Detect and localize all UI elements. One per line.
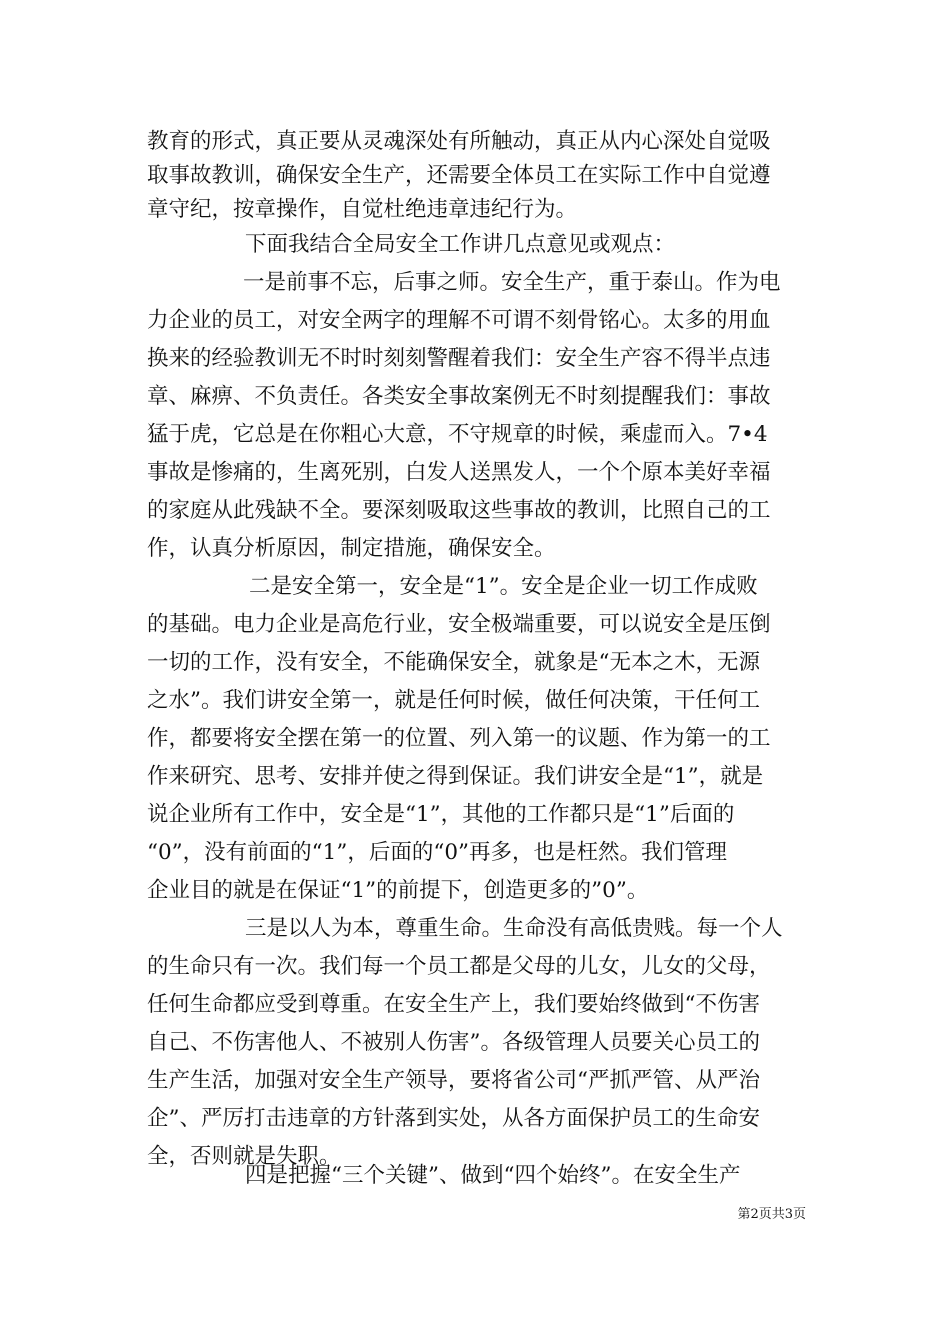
text-line: 作，都要将安全摆在第一的位置、列入第一的议题、作为第一的工: [147, 726, 771, 751]
text-line: 下面我结合全局安全工作讲几点意见或观点：: [245, 232, 676, 257]
text-line: 的生命只有一次。我们每一个员工都是父母的儿女，儿女的父母，: [147, 954, 771, 979]
text-line: “0”，没有前面的“1”，后面的“0”再多，也是枉然。我们管理: [147, 840, 727, 865]
text-line: 力企业的员工，对安全两字的理解不可谓不刻骨铭心。太多的用血: [147, 308, 771, 333]
text-line: 换来的经验教训无不时时刻刻警醒着我们：安全生产容不得半点违: [147, 346, 771, 371]
text-line: 二是安全第一，安全是“1”。安全是企业一切工作成败: [249, 574, 758, 599]
text-line: 四是把握“三个关键”、做到“四个始终”。在安全生产: [245, 1163, 741, 1188]
text-line: 作，认真分析原因，制定措施，确保安全。: [147, 536, 556, 561]
text-line: 企”、严厉打击违章的方针落到实处，从各方面保护员工的生命安: [147, 1106, 760, 1131]
text-line: 自己、不伤害他人、不被别人伤害”。各级管理人员要关心员工的: [147, 1030, 760, 1055]
text-line: 取事故教训，确保安全生产，还需要全体员工在实际工作中自觉遵: [147, 163, 771, 188]
text-line: 全，否则就是失职。: [147, 1144, 341, 1169]
text-line: 作来研究、思考、安排并使之得到保证。我们讲安全是“1”，就是: [147, 764, 764, 789]
text-line: 猛于虎，它总是在你粗心大意，不守规章的时候，乘虚而入。7•4: [147, 422, 768, 447]
text-line: 事故是惨痛的，生离死别，白发人送黑发人，一个个原本美好幸福: [147, 460, 771, 485]
text-line: 的家庭从此残缺不全。要深刻吸取这些事故的教训，比照自己的工: [147, 498, 771, 523]
text-line: 章守纪，按章操作，自觉杜绝违章违纪行为。: [147, 197, 578, 222]
text-line: 一切的工作，没有安全，不能确保安全，就象是“无本之木，无源: [147, 650, 760, 675]
text-line: 任何生命都应受到尊重。在安全生产上，我们要始终做到“不伤害: [147, 992, 760, 1017]
text-line: 企业目的就是在保证“1”的前提下，创造更多的”0”。: [147, 878, 649, 903]
page-number-footer: 第2页共3页: [737, 1207, 806, 1222]
text-line: 三是以人为本，尊重生命。生命没有高低贵贱。每一个人: [245, 916, 783, 941]
text-line: 说企业所有工作中，安全是“1”，其他的工作都只是“1”后面的: [147, 802, 735, 827]
text-line: 一是前事不忘，后事之师。安全生产，重于泰山。作为电: [243, 270, 781, 295]
text-line: 的基础。电力企业是高危行业，安全极端重要，可以说安全是压倒: [147, 612, 771, 637]
text-line: 教育的形式，真正要从灵魂深处有所触动，真正从内心深处自觉吸: [147, 129, 771, 154]
text-line: 生产生活，加强对安全生产领导，要将省公司“严抓严管、从严治: [147, 1068, 760, 1093]
text-line: 之水”。我们讲安全第一，就是任何时候，做任何决策，干任何工: [147, 688, 760, 713]
text-line: 章、麻痹、不负责任。各类安全事故案例无不时刻提醒我们：事故: [147, 384, 771, 409]
